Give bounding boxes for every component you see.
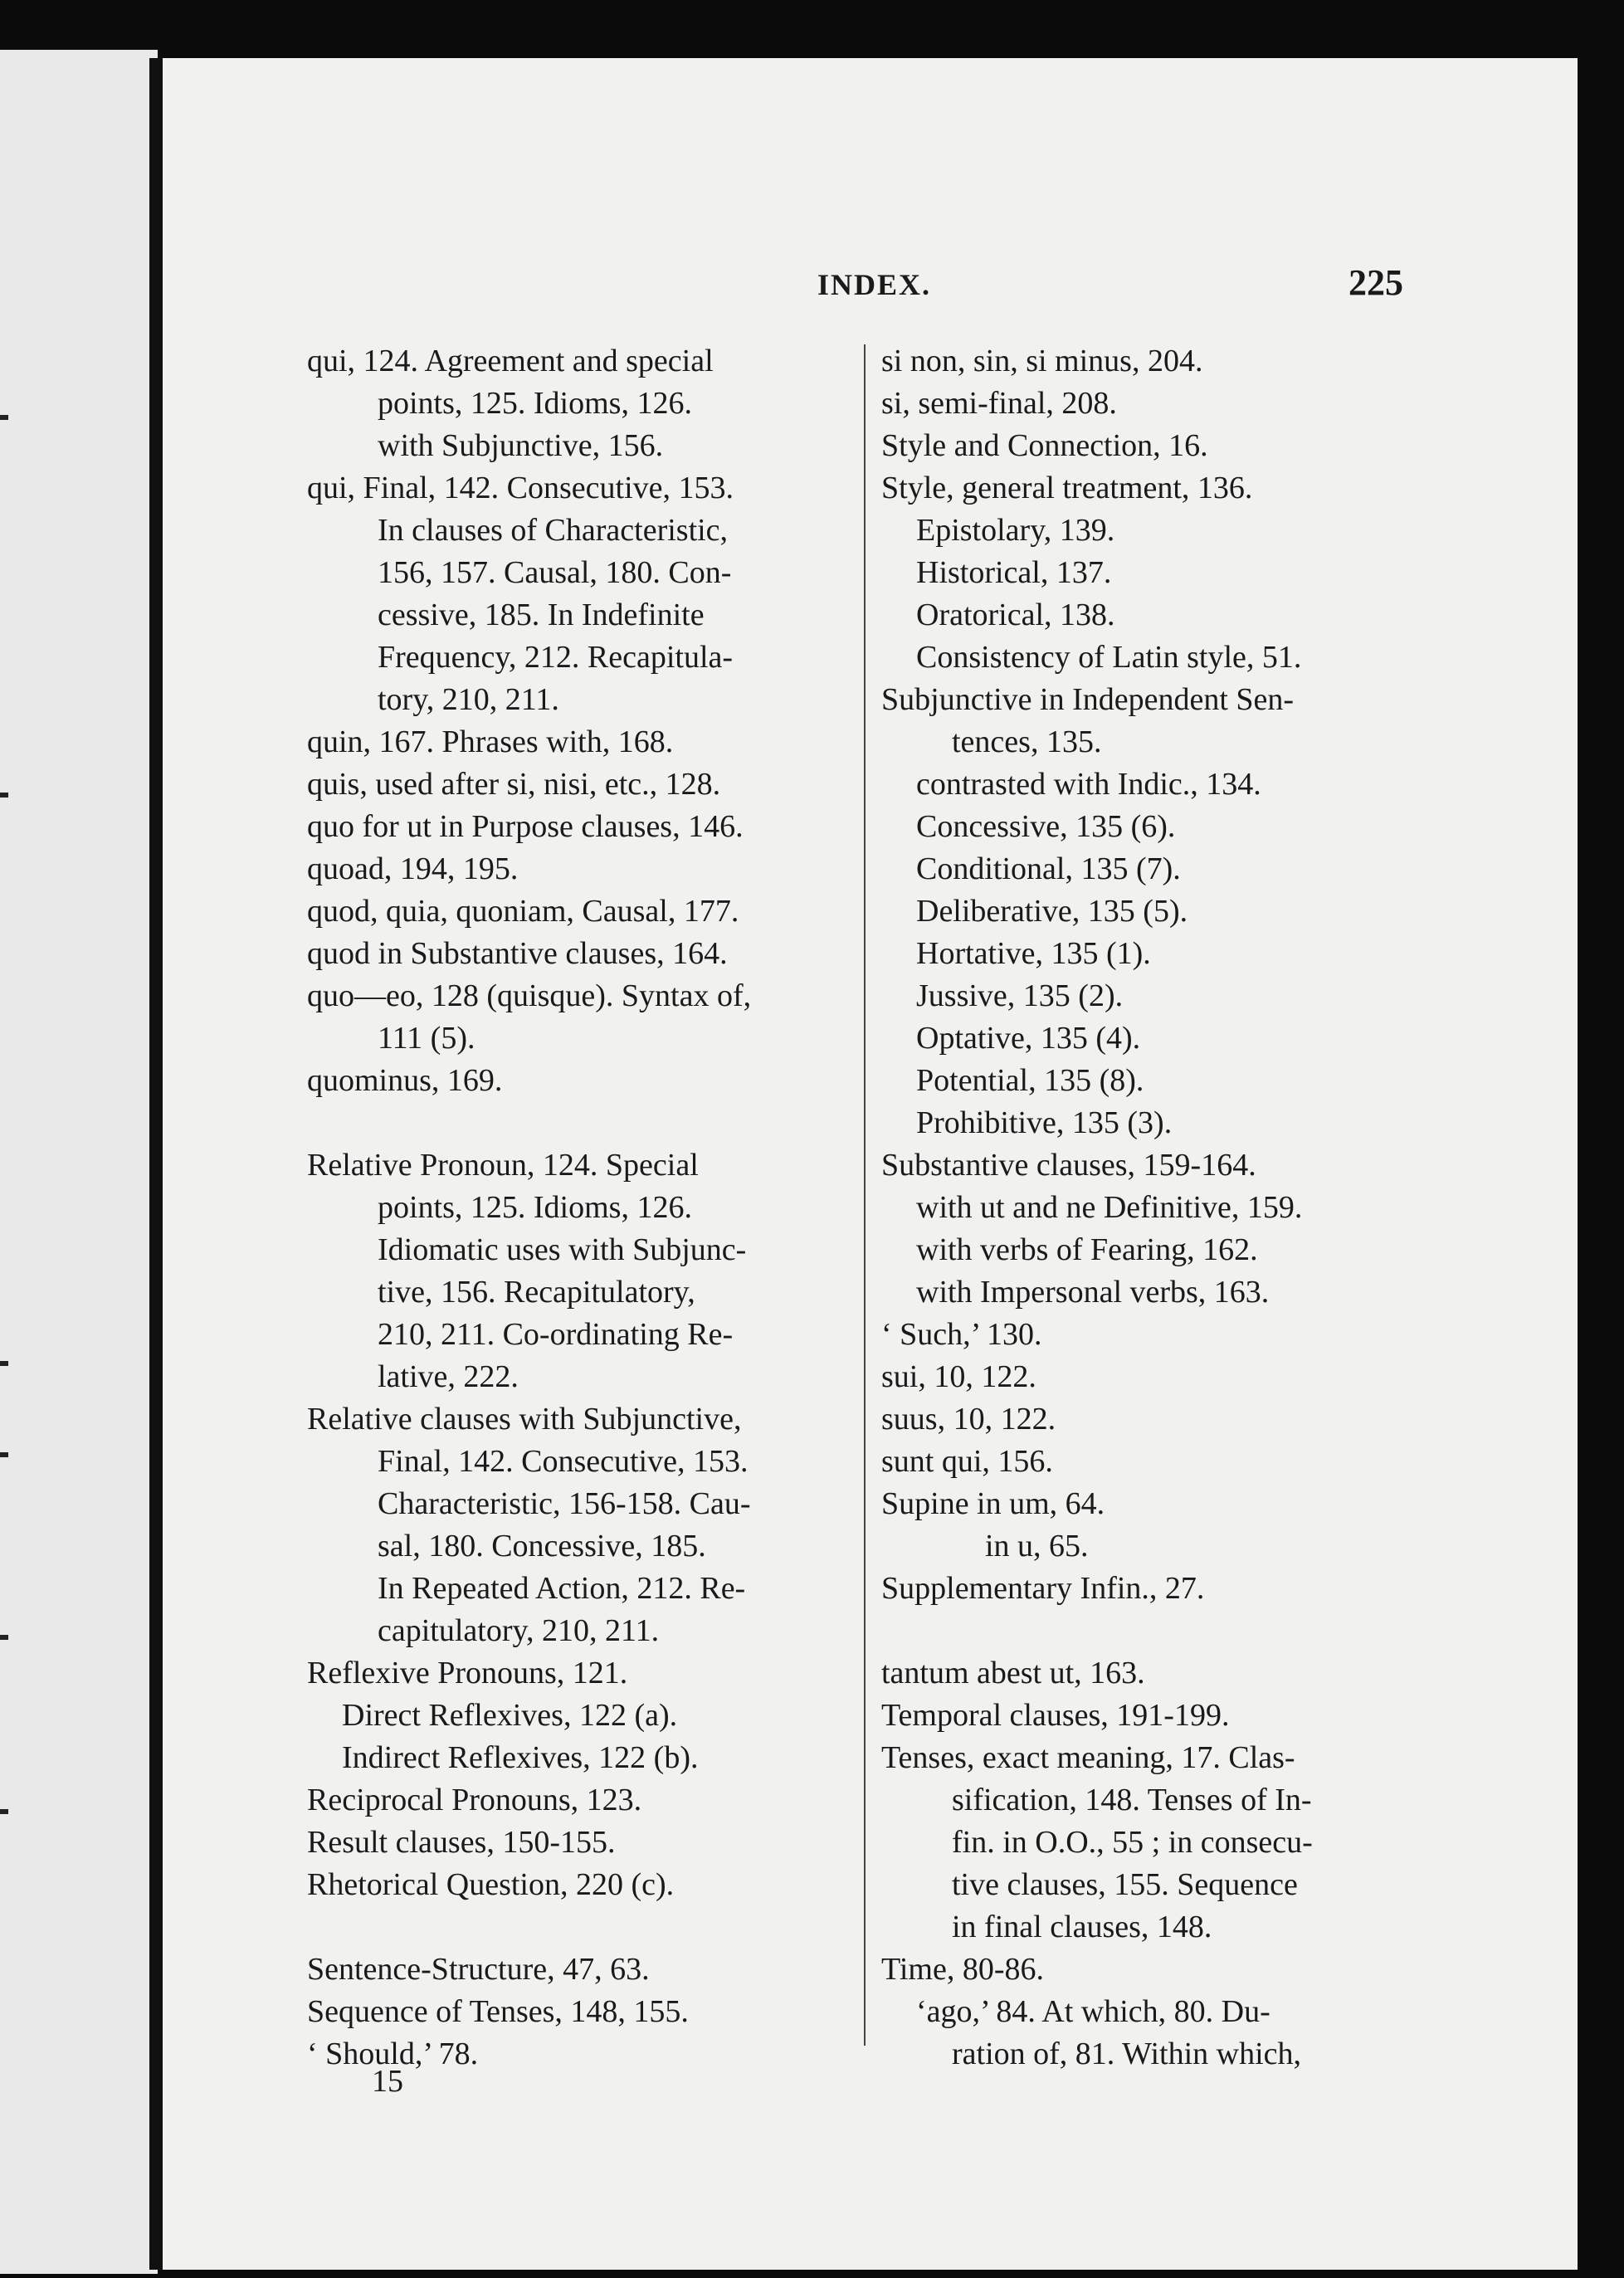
index-entry: in u, 65. — [985, 1529, 1089, 1563]
index-entry: Deliberative, 135 (5). — [916, 894, 1188, 929]
index-entry: Style and Connection, 16. — [881, 428, 1208, 463]
index-entry: sification, 148. Tenses of In- — [952, 1783, 1312, 1817]
index-entry: Reciprocal Pronouns, 123. — [307, 1783, 642, 1817]
index-entry: points, 125. Idioms, 126. — [378, 1190, 692, 1225]
printer-signature: 15 — [372, 2064, 403, 2099]
index-entry: tences, 135. — [952, 724, 1102, 759]
margin-mark — [0, 1809, 8, 1814]
index-entry: quo—eo, 128 (quisque). Syntax of, — [307, 978, 752, 1013]
index-entry: ration of, 81. Within which, — [952, 2037, 1301, 2071]
index-entry: Jussive, 135 (2). — [916, 978, 1124, 1013]
index-entry: Conditional, 135 (7). — [916, 851, 1181, 886]
index-entry: tory, 210, 211. — [378, 682, 559, 717]
index-entry: Tenses, exact meaning, 17. Clas- — [881, 1740, 1295, 1775]
index-entry: Indirect Reflexives, 122 (b). — [342, 1740, 699, 1775]
index-gap — [307, 1906, 846, 1949]
index-entry: cessive, 185. In Indefinite — [378, 598, 705, 632]
book-spine — [149, 58, 163, 2270]
index-entry: with verbs of Fearing, 162. — [916, 1232, 1258, 1267]
index-entry: suus, 10, 122. — [881, 1402, 1056, 1437]
index-entry: sui, 10, 122. — [881, 1359, 1036, 1394]
index-entry: In Repeated Action, 212. Re- — [378, 1571, 746, 1606]
index-entry: ‘ago,’ 84. At which, 80. Du- — [916, 1994, 1270, 2029]
index-entry: in final clauses, 148. — [952, 1910, 1212, 1944]
index-entry: Oratorical, 138. — [916, 598, 1115, 632]
index-gap — [307, 1102, 846, 1144]
index-entry: Hortative, 135 (1). — [916, 936, 1151, 971]
index-entry: fin. in O.O., 55 ; in consecu- — [952, 1825, 1313, 1860]
index-entry: capitulatory, 210, 211. — [378, 1613, 660, 1648]
index-entry: Sentence-Structure, 47, 63. — [307, 1952, 650, 1987]
index-entry: quin, 167. Phrases with, 168. — [307, 724, 674, 759]
index-gap — [881, 1610, 1412, 1652]
index-entry: quis, used after si, nisi, etc., 128. — [307, 767, 721, 802]
index-entry: Characteristic, 156-158. Cau- — [378, 1486, 751, 1521]
index-entry: 210, 211. Co-ordinating Re- — [378, 1317, 734, 1352]
index-entry: lative, 222. — [378, 1359, 519, 1394]
index-entry: sal, 180. Concessive, 185. — [378, 1529, 706, 1563]
index-entry: 111 (5). — [378, 1021, 475, 1056]
index-entry: with Impersonal verbs, 163. — [916, 1275, 1270, 1310]
index-entry: Relative clauses with Subjunctive, — [307, 1402, 742, 1437]
running-head: INDEX. — [817, 268, 932, 301]
index-entry: Idiomatic uses with Subjunc- — [378, 1232, 747, 1267]
index-entry: Style, general treatment, 136. — [881, 471, 1253, 505]
index-entry: Reflexive Pronouns, 121. — [307, 1656, 628, 1690]
index-entry: sunt qui, 156. — [881, 1444, 1053, 1479]
index-entry: quod, quia, quoniam, Causal, 177. — [307, 894, 739, 929]
index-entry: Prohibitive, 135 (3). — [916, 1105, 1173, 1140]
index-entry: Relative Pronoun, 124. Special — [307, 1148, 699, 1183]
index-entry: Temporal clauses, 191-199. — [881, 1698, 1230, 1733]
index-entry: tive clauses, 155. Sequence — [952, 1867, 1298, 1902]
margin-mark — [0, 1361, 8, 1366]
index-entry: contrasted with Indic., 134. — [916, 767, 1261, 802]
index-entry: Potential, 135 (8). — [916, 1063, 1144, 1098]
index-entry: In clauses of Characteristic, — [378, 513, 729, 548]
index-entry: Time, 80-86. — [881, 1952, 1045, 1987]
margin-mark — [0, 415, 8, 420]
index-entry: quoad, 194, 195. — [307, 851, 519, 886]
index-entry: quod in Substantive clauses, 164. — [307, 936, 728, 971]
index-entry: qui, Final, 142. Consecutive, 153. — [307, 471, 734, 505]
index-entry: si, semi-final, 208. — [881, 386, 1117, 421]
index-entry: qui, 124. Agreement and special — [307, 344, 714, 378]
index-entry: Supplementary Infin., 27. — [881, 1571, 1205, 1606]
index-entry: Rhetorical Question, 220 (c). — [307, 1867, 675, 1902]
index-column-left — [307, 340, 846, 2076]
index-entry: Final, 142. Consecutive, 153. — [378, 1444, 749, 1479]
index-entry: points, 125. Idioms, 126. — [378, 386, 692, 421]
index-entry: 156, 157. Causal, 180. Con- — [378, 555, 732, 590]
index-entry: si non, sin, si minus, 204. — [881, 344, 1203, 378]
index-entry: quo for ut in Purpose clauses, 146. — [307, 809, 744, 844]
index-entry: Subjunctive in Independent Sen- — [881, 682, 1295, 717]
margin-mark — [0, 1635, 8, 1640]
index-entry: Consistency of Latin style, 51. — [916, 640, 1302, 675]
index-entry: ‘ Such,’ 130. — [881, 1317, 1042, 1352]
index-entry: Frequency, 212. Recapitula- — [378, 640, 734, 675]
index-entry: Supine in um, 64. — [881, 1486, 1105, 1521]
index-column-right — [881, 340, 1412, 2076]
index-entry: Direct Reflexives, 122 (a). — [342, 1698, 678, 1733]
index-entry: with ut and ne Definitive, 159. — [916, 1190, 1303, 1225]
index-entry: Concessive, 135 (6). — [916, 809, 1176, 844]
margin-mark — [0, 1452, 8, 1457]
index-entry: Epistolary, 139. — [916, 513, 1115, 548]
column-divider — [864, 344, 866, 2046]
adjacent-page-edge — [0, 50, 158, 2274]
index-entry: ‘ Should,’ 78. — [307, 2037, 479, 2071]
index-entry: Result clauses, 150-155. — [307, 1825, 616, 1860]
index-entry: with Subjunctive, 156. — [378, 428, 664, 463]
index-entry: Substantive clauses, 159-164. — [881, 1148, 1256, 1183]
index-entry: tive, 156. Recapitulatory, — [378, 1275, 695, 1310]
index-entry: tantum abest ut, 163. — [881, 1656, 1145, 1690]
page-number: 225 — [1348, 262, 1403, 303]
index-entry: quominus, 169. — [307, 1063, 503, 1098]
margin-mark — [0, 793, 8, 798]
index-entry: Sequence of Tenses, 148, 155. — [307, 1994, 689, 2029]
index-entry: Historical, 137. — [916, 555, 1112, 590]
index-entry: Optative, 135 (4). — [916, 1021, 1141, 1056]
